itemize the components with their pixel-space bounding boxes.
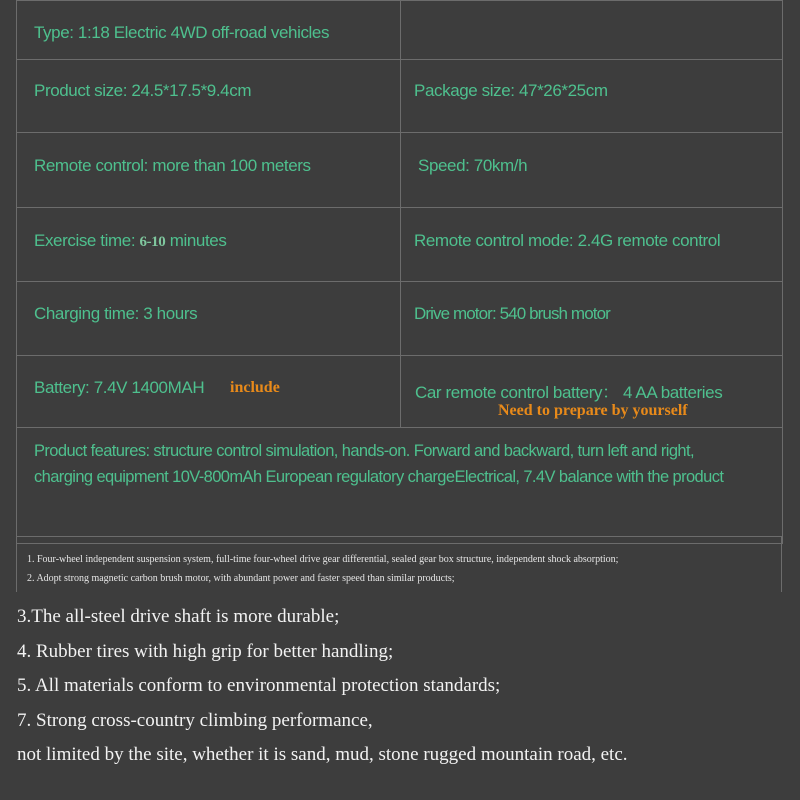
exercise-time-cell <box>17 208 401 282</box>
car-remote-battery-text: Car remote control battery： 4 AA batteries <box>415 383 723 402</box>
feature-item: 5. All materials conform to environmental protection standards; <box>17 675 501 696</box>
exercise-time-unit: minutes <box>165 231 227 250</box>
product-features-line: charging equipment 10V-800mAh European regulatory chargeElectrical, 7.4V balance with the product <box>34 468 724 486</box>
battery-include-note: include <box>230 379 280 396</box>
feature-item: 7. Strong cross-country climbing performance, <box>17 709 373 731</box>
remote-mode-cell <box>401 208 783 282</box>
exercise-time-text <box>34 231 226 251</box>
small-notes <box>16 536 782 592</box>
battery-text: Battery: 7.4V 1400MAH <box>34 378 205 397</box>
note-item: 2. Adopt strong magnetic carbon brush motor, with abundant power and faster speed than similar products; <box>27 573 455 584</box>
drive-motor-cell <box>401 282 783 356</box>
empty-cell <box>401 1 783 60</box>
speed-text: Speed: 70km/h <box>418 156 528 175</box>
spec-table <box>16 0 783 544</box>
features-list <box>17 600 800 773</box>
feature-item: 4. Rubber tires with high grip for better handling; <box>17 640 394 662</box>
type-text: Type: 1:18 Electric 4WD off-road vehicles <box>34 23 330 42</box>
package-size-text: Package size: 47*26*25cm <box>414 81 608 100</box>
car-remote-battery-cell <box>401 356 783 428</box>
charging-time-text: Charging time: 3 hours <box>34 304 198 323</box>
note-item: 1. Four-wheel independent suspension system, full-time four-wheel drive gear differential, sealed gear box structure, independent shock absorption; <box>27 554 619 565</box>
car-remote-battery-note: Need to prepare by yourself <box>498 402 688 419</box>
product-size-text: Product size: 24.5*17.5*9.4cm <box>34 81 252 100</box>
product-features-text <box>34 438 762 490</box>
charging-time-cell <box>17 282 401 356</box>
type-cell <box>17 1 401 60</box>
product-features-cell <box>17 428 783 544</box>
product-size-cell <box>17 60 401 133</box>
remote-mode-text: Remote control mode: 2.4G remote control <box>414 231 721 250</box>
speed-cell <box>401 133 783 208</box>
remote-range-cell <box>17 133 401 208</box>
feature-item: not limited by the site, whether it is sand, mud, stone rugged mountain road, etc. <box>17 744 628 765</box>
exercise-time-label: Exercise time: <box>34 231 140 250</box>
remote-range-text: Remote control: more than 100 meters <box>34 156 311 175</box>
product-features-line: Product features: structure control simulation, hands-on. Forward and backward, turn left and right, <box>34 442 694 460</box>
exercise-time-value: 6-10 <box>139 234 166 250</box>
battery-cell <box>17 356 401 428</box>
feature-item: 3.The all-steel drive shaft is more durable; <box>17 606 340 627</box>
package-size-cell <box>401 60 783 133</box>
drive-motor-text: Drive motor: 540 brush motor <box>414 304 610 323</box>
